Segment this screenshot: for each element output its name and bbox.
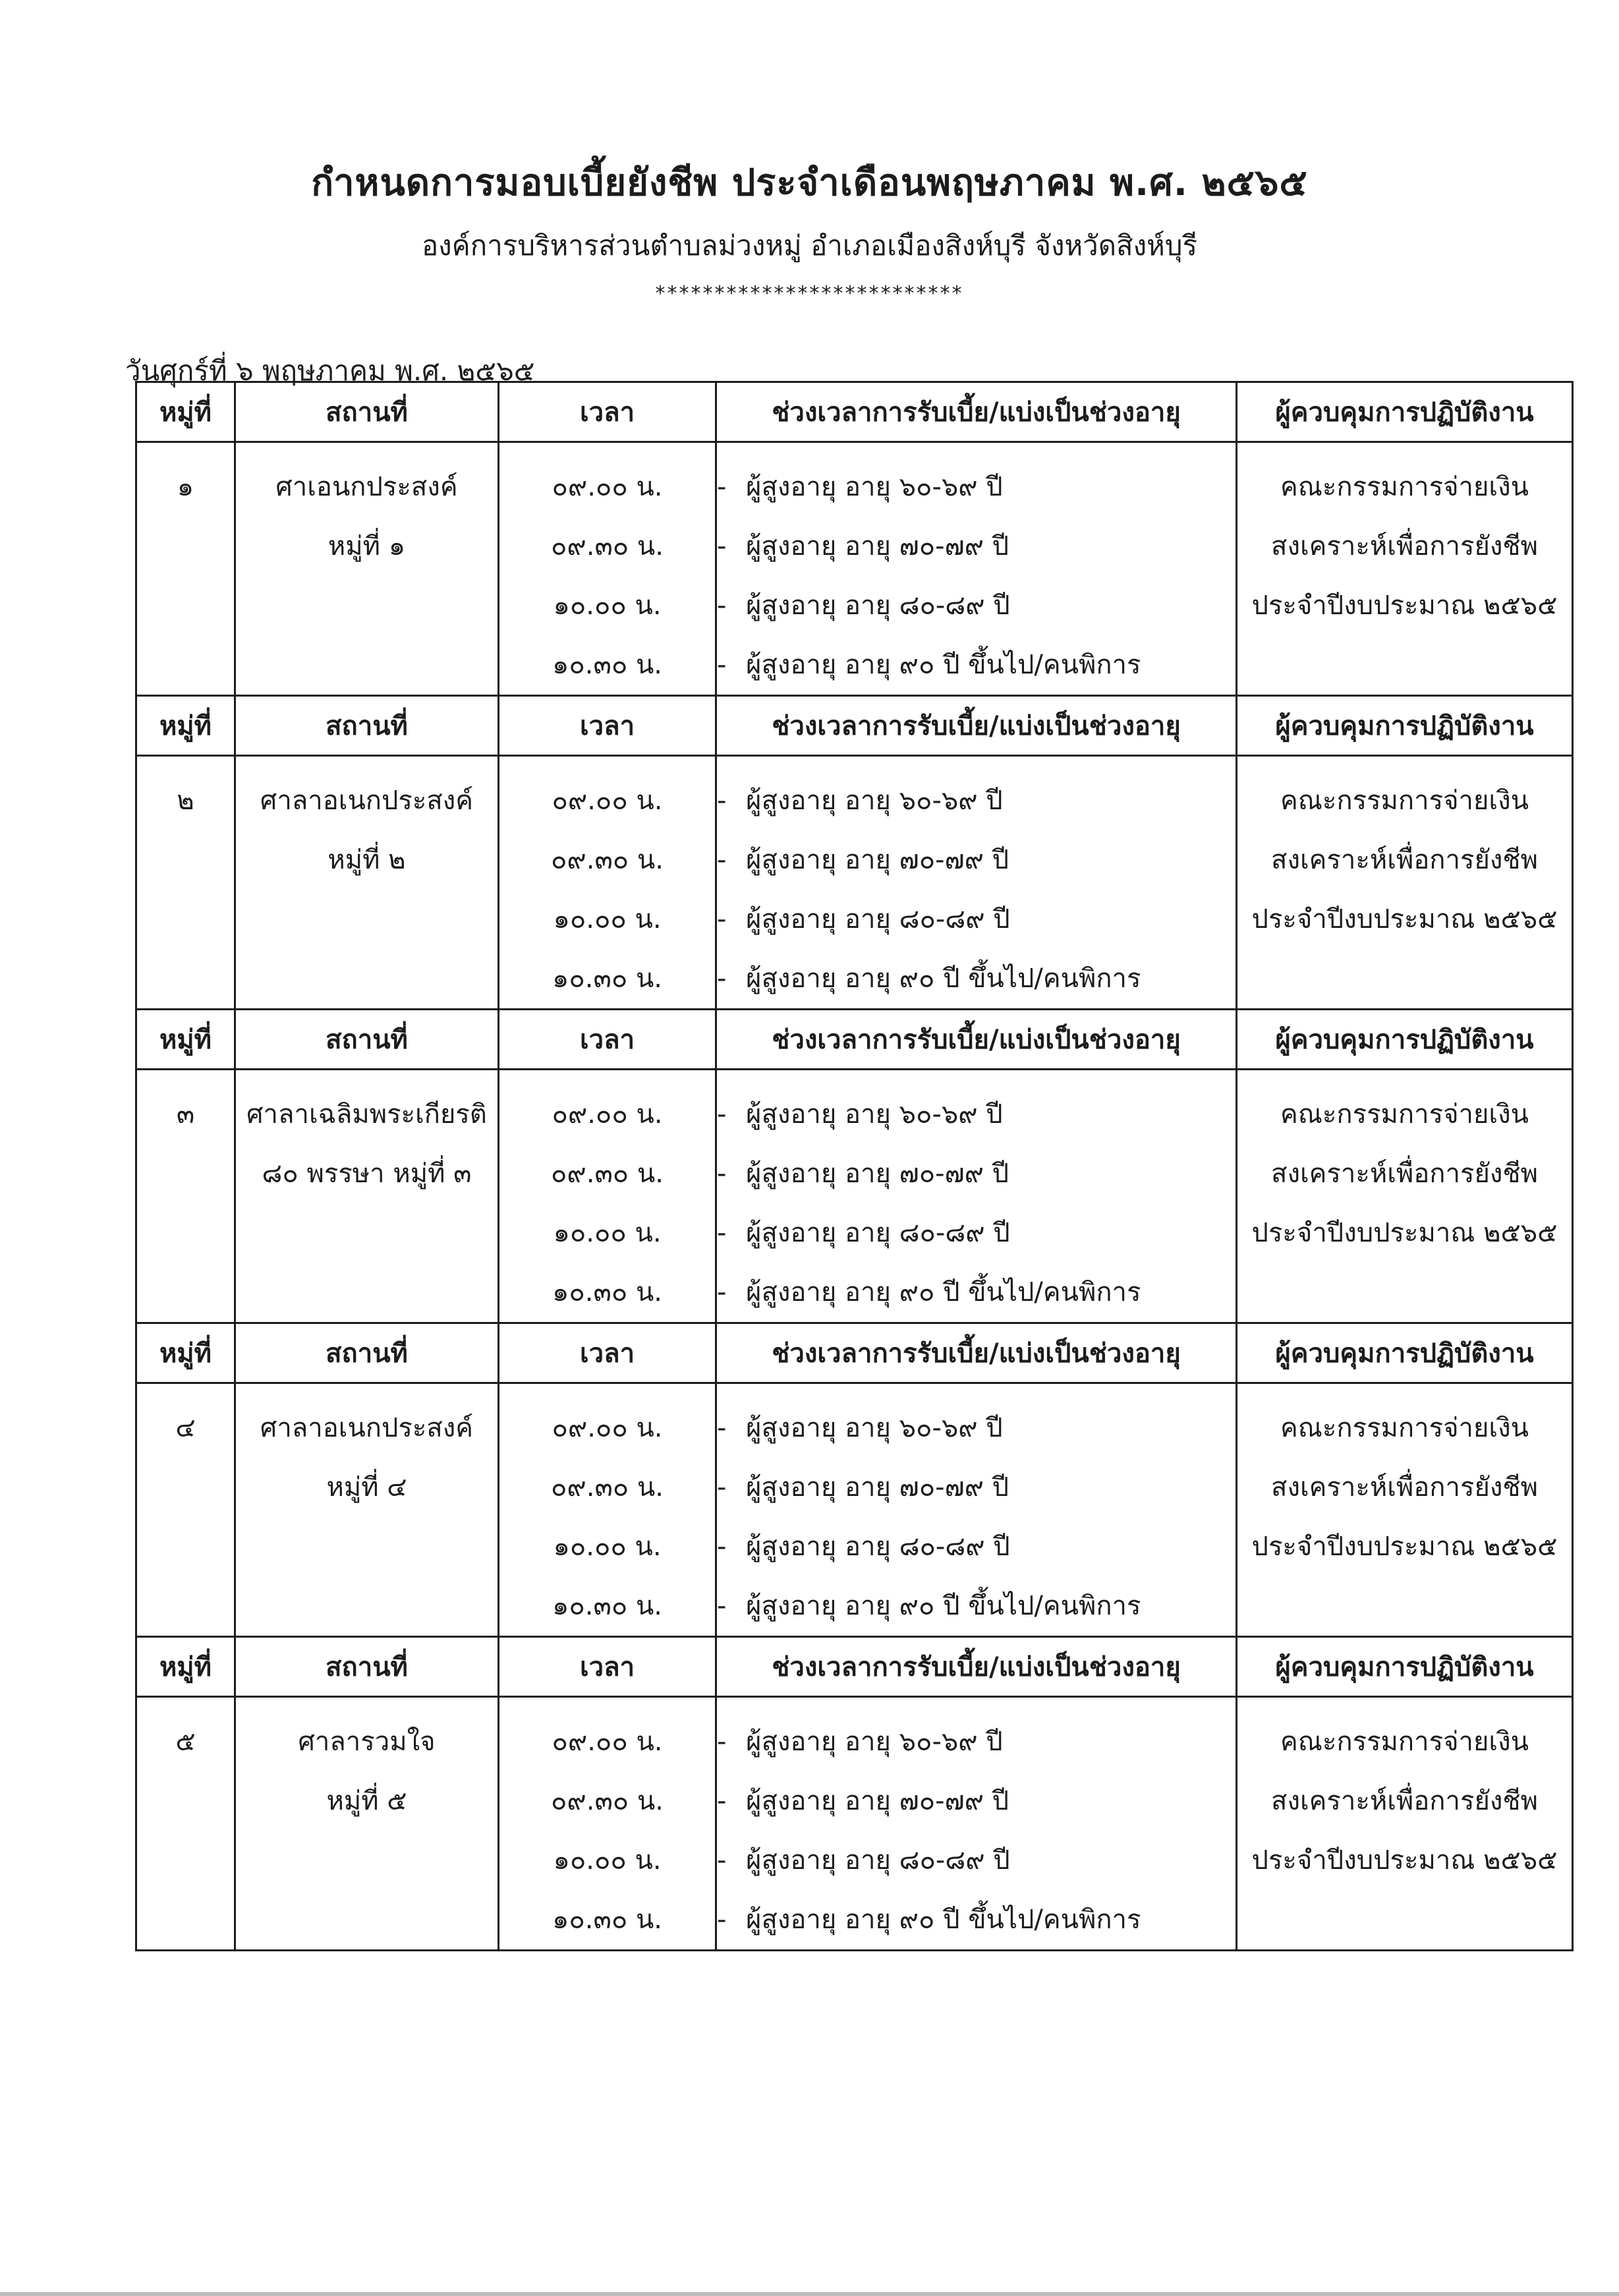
time-slot-line: ๐๙.๓๐ น. [551,845,664,875]
age-range-text: ผู้สูงอายุ อายุ ๗๐-๗๙ ปี [746,531,1009,561]
header-controller: ผู้ควบคุมการปฏิบัติงาน [1237,696,1573,756]
place-line: หมู่ที่ ๕ [326,1786,407,1816]
header-controller: ผู้ควบคุมการปฏิบัติงาน [1237,1323,1573,1383]
group-number [136,1383,235,1637]
header-place: สถานที่ [235,696,499,756]
age-range-text: ผู้สูงอายุ อายุ ๘๐-๘๙ ปี [746,904,1010,934]
place [235,1697,499,1951]
controller-line: สงเคราะห์เพื่อการยังชีพ [1271,1159,1538,1189]
table-header-row [136,1637,1573,1697]
time-slot-line: ๑๐.๐๐ น. [553,1532,662,1562]
header-time: เวลา [499,1637,716,1697]
controller-line: ประจำปีงบประมาณ ๒๕๖๕ [1251,590,1558,621]
controller-line: คณะกรรมการจ่ายเงิน [1280,472,1529,502]
age-range-text: ผู้สูงอายุ อายุ ๗๐-๗๙ ปี [746,845,1009,875]
time-slot-line: ๑๐.๓๐ น. [552,963,663,994]
age-range-text: ผู้สูงอายุ อายุ ๗๐-๗๙ ปี [746,1786,1009,1816]
header-time: เวลา [499,1010,716,1070]
header-controller: ผู้ควบคุมการปฏิบัติงาน [1237,1010,1573,1070]
controller-line: คณะกรรมการจ่ายเงิน [1280,1099,1529,1130]
controller-line: ประจำปีงบประมาณ ๒๕๖๕ [1251,1218,1558,1248]
header-group: หมู่ที่ [136,1010,235,1070]
header-ages: ช่วงเวลาการรับเบี้ย/แบ่งเป็นช่วงอายุ [716,382,1237,442]
table-header-row [136,696,1573,756]
time-slot-line: ๐๙.๓๐ น. [551,531,664,561]
bullet-dash: - [717,1591,727,1621]
time-slot-line: ๑๐.๐๐ น. [553,590,662,621]
header-ages: ช่วงเวลาการรับเบี้ย/แบ่งเป็นช่วงอายุ [716,1323,1237,1383]
header-group: หมู่ที่ [136,1637,235,1697]
place-line: ศาลารวมใจ [298,1727,436,1757]
header-place: สถานที่ [235,382,499,442]
age-range-text: ผู้สูงอายุ อายุ ๙๐ ปี ขึ้นไป/คนพิการ [746,1591,1141,1621]
page-title: กำหนดการมอบเบี้ยยังชีพ ประจำเดือนพฤษภาคม พ.ศ. ๒๕๖๕ [311,161,1308,204]
group-row [136,442,1573,696]
place [235,1383,499,1637]
age-range [716,1070,1237,1323]
age-range-text: ผู้สูงอายุ อายุ ๙๐ ปี ขึ้นไป/คนพิการ [746,963,1141,994]
place [235,756,499,1010]
controller-line: คณะกรรมการจ่ายเงิน [1280,786,1529,816]
age-range-text: ผู้สูงอายุ อายุ ๗๐-๗๙ ปี [746,1159,1009,1189]
bullet-dash: - [717,531,727,561]
header-place: สถานที่ [235,1637,499,1697]
age-range-text: ผู้สูงอายุ อายุ ๘๐-๘๙ ปี [746,1218,1010,1248]
time-slot-line: ๐๙.๐๐ น. [552,1099,663,1130]
age-range-text: ผู้สูงอายุ อายุ ๖๐-๖๙ ปี [746,472,1003,502]
header-time: เวลา [499,696,716,756]
group-row [136,756,1573,1010]
age-range-text: ผู้สูงอายุ อายุ ๘๐-๘๙ ปี [746,1532,1010,1562]
table-header-row [136,1323,1573,1383]
bullet-dash: - [717,1413,727,1443]
bullet-dash: - [717,1218,727,1248]
controller-line: ประจำปีงบประมาณ ๒๕๖๕ [1251,904,1558,934]
bullet-dash: - [717,845,727,875]
place-line: ศาลาเฉลิมพระเกียรติ [246,1099,487,1130]
time-slot-line: ๐๙.๐๐ น. [552,1727,663,1757]
bullet-dash: - [717,1277,727,1307]
group-number-line: ๕ [175,1727,196,1757]
group-number [136,442,235,696]
header-place: สถานที่ [235,1323,499,1383]
bullet-dash: - [717,1727,727,1757]
group-number [136,756,235,1010]
controller-line: คณะกรรมการจ่ายเงิน [1280,1727,1529,1757]
time-slot [499,1070,716,1323]
controller-line: คณะกรรมการจ่ายเงิน [1280,1413,1529,1443]
header-group: หมู่ที่ [136,1323,235,1383]
time-slot-line: ๐๙.๐๐ น. [552,1413,663,1443]
time-slot-line: ๐๙.๓๐ น. [551,1786,664,1816]
age-range-text: ผู้สูงอายุ อายุ ๘๐-๘๙ ปี [746,590,1010,621]
time-slot-line: ๑๐.๐๐ น. [553,1845,662,1876]
age-range-text: ผู้สูงอายุ อายุ ๗๐-๗๙ ปี [746,1472,1009,1503]
bullet-dash: - [717,786,727,816]
place-line: ๘๐ พรรษา หมู่ที่ ๓ [262,1159,472,1189]
table-header-row [136,382,1573,442]
time-slot-line: ๑๐.๓๐ น. [552,1591,663,1621]
header-controller: ผู้ควบคุมการปฏิบัติงาน [1237,1637,1573,1697]
time-slot [499,1383,716,1637]
controller-line: ประจำปีงบประมาณ ๒๕๖๕ [1251,1845,1558,1876]
bullet-dash: - [717,590,727,621]
header-group: หมู่ที่ [136,382,235,442]
age-range [716,442,1237,696]
place [235,442,499,696]
header-controller: ผู้ควบคุมการปฏิบัติงาน [1237,382,1573,442]
controller-line: สงเคราะห์เพื่อการยังชีพ [1271,1786,1538,1816]
age-range-text: ผู้สูงอายุ อายุ ๖๐-๖๙ ปี [746,1727,1003,1757]
group-row [136,1383,1573,1637]
bullet-dash: - [717,472,727,502]
time-slot-line: ๐๙.๐๐ น. [552,786,663,816]
time-slot-line: ๑๐.๓๐ น. [552,650,663,680]
age-range-text: ผู้สูงอายุ อายุ ๘๐-๘๙ ปี [746,1845,1010,1876]
bullet-dash: - [717,1472,727,1503]
group-number-line: ๔ [175,1413,196,1443]
place-line: หมู่ที่ ๑ [327,531,406,561]
header-time: เวลา [499,382,716,442]
time-slot [499,442,716,696]
group-number [136,1070,235,1323]
schedule-date: วันศุกร์ที่ ๖ พฤษภาคม พ.ศ. ๒๕๖๕ [125,355,535,387]
time-slot-line: ๐๙.๓๐ น. [551,1472,664,1503]
age-range [716,756,1237,1010]
group-number-line: ๒ [177,786,194,816]
separator-line: ************************** [655,282,964,305]
age-range-text: ผู้สูงอายุ อายุ ๖๐-๖๙ ปี [746,1099,1003,1130]
header-time: เวลา [499,1323,716,1383]
age-range-text: ผู้สูงอายุ อายุ ๙๐ ปี ขึ้นไป/คนพิการ [746,1277,1141,1307]
age-range-text: ผู้สูงอายุ อายุ ๖๐-๖๙ ปี [746,786,1003,816]
schedule-table [135,381,1574,1951]
controller [1237,756,1573,1010]
controller [1237,1383,1573,1637]
time-slot [499,756,716,1010]
group-row [136,1070,1573,1323]
bullet-dash: - [717,1099,727,1130]
time-slot-line: ๐๙.๓๐ น. [551,1159,664,1189]
controller [1237,442,1573,696]
age-range [716,1383,1237,1637]
controller-line: สงเคราะห์เพื่อการยังชีพ [1271,531,1538,561]
time-slot-line: ๑๐.๓๐ น. [552,1277,663,1307]
controller-line: สงเคราะห์เพื่อการยังชีพ [1271,1472,1538,1503]
time-slot-line: ๑๐.๓๐ น. [552,1905,663,1935]
controller [1237,1070,1573,1323]
page-bottom-rule [0,2292,1619,2296]
header-ages: ช่วงเวลาการรับเบี้ย/แบ่งเป็นช่วงอายุ [716,696,1237,756]
group-number-line: ๓ [176,1099,195,1130]
age-range-text: ผู้สูงอายุ อายุ ๙๐ ปี ขึ้นไป/คนพิการ [746,650,1141,680]
place-line: ศาลาอเนกประสงค์ [260,1413,474,1443]
bullet-dash: - [717,904,727,934]
header-place: สถานที่ [235,1010,499,1070]
bullet-dash: - [717,1905,727,1935]
bullet-dash: - [717,1159,727,1189]
place-line: ศาลาอเนกประสงค์ [260,786,474,816]
place-line: หมู่ที่ ๒ [327,845,406,875]
table-header-row [136,1010,1573,1070]
group-row [136,1697,1573,1951]
header-group: หมู่ที่ [136,696,235,756]
age-range-text: ผู้สูงอายุ อายุ ๙๐ ปี ขึ้นไป/คนพิการ [746,1905,1141,1935]
controller-line: สงเคราะห์เพื่อการยังชีพ [1271,845,1538,875]
place-line: หมู่ที่ ๔ [326,1472,407,1503]
group-number-line: ๑ [177,472,194,502]
place-line: ศาเอนกประสงค์ [275,472,458,502]
place [235,1070,499,1323]
header-ages: ช่วงเวลาการรับเบี้ย/แบ่งเป็นช่วงอายุ [716,1010,1237,1070]
bullet-dash: - [717,650,727,680]
bullet-dash: - [717,1845,727,1876]
time-slot-line: ๐๙.๐๐ น. [552,472,663,502]
page-subtitle: องค์การบริหารส่วนตำบลม่วงหมู่ อำเภอเมืองสิงห์บุรี จังหวัดสิงห์บุรี [421,229,1198,262]
controller-line: ประจำปีงบประมาณ ๒๕๖๕ [1251,1532,1558,1562]
time-slot [499,1697,716,1951]
bullet-dash: - [717,1786,727,1816]
group-number [136,1697,235,1951]
controller [1237,1697,1573,1951]
bullet-dash: - [717,963,727,994]
age-range [716,1697,1237,1951]
age-range-text: ผู้สูงอายุ อายุ ๖๐-๖๙ ปี [746,1413,1003,1443]
bullet-dash: - [717,1532,727,1562]
time-slot-line: ๑๐.๐๐ น. [553,1218,662,1248]
header-ages: ช่วงเวลาการรับเบี้ย/แบ่งเป็นช่วงอายุ [716,1637,1237,1697]
time-slot-line: ๑๐.๐๐ น. [553,904,662,934]
